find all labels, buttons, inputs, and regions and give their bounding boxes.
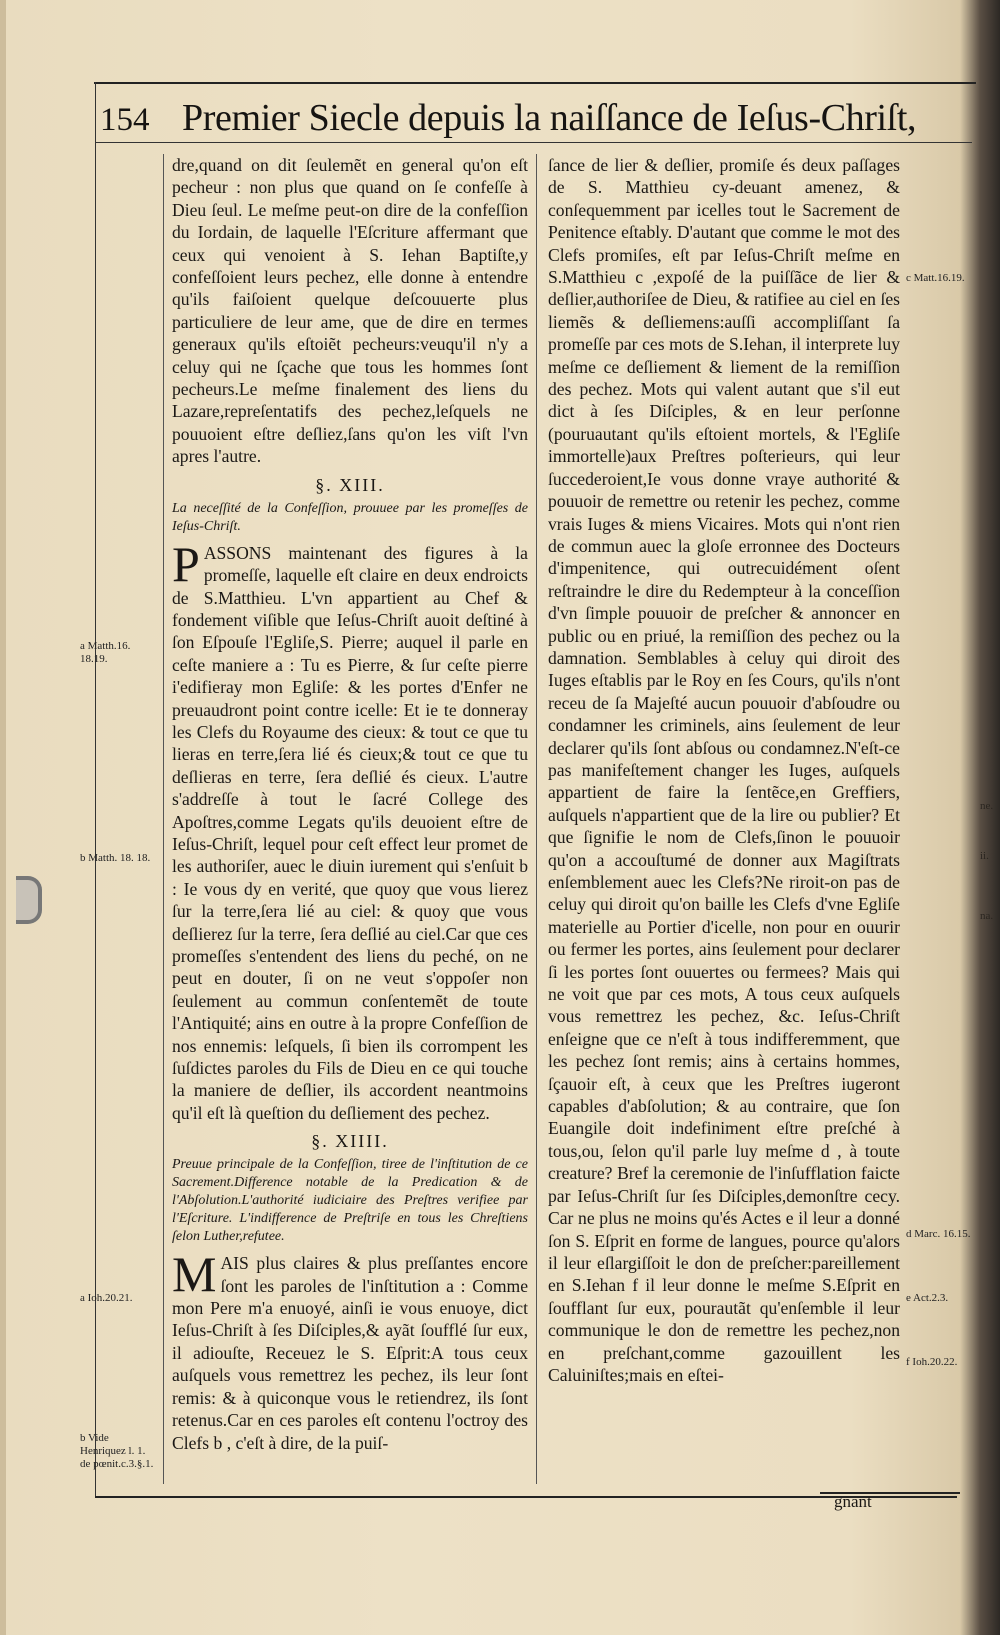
page-header [100,94,980,142]
section-summary: Preuue principale de la Confeſſion, tiree de l'inſtitution de ce Sacrement.Difference notable de la Predication & de l'Abſolution.L'authorité iudiciaire des Preſtres verifiee par l'Eſcriture. L'indifference de Preſtriſe en tous les Chreſtiens ſelon Luther,refutee. [172,1157,528,1245]
right-column [548,154,900,1386]
margin-note: d Marc. 16.15. [906,1228,971,1240]
page-clip [16,876,42,924]
edge-mark: ii. [980,850,989,862]
margin-note: b Matth. 18. 18. [80,852,151,864]
paragraph: dre,quand on dit ſeulemẽt en general qu'on eſt pecheur : non plus que quand on ſe confeſſe à Dieu ſeul. Le meſme peut-on dire de la confeſſion du Iordain, de laquelle l'Eſcriture affermant que ceux qui venoient à S. Iehan Baptiſte,y confeſſoient leurs pechez, elle donne à entendre qu'ils faiſoient quelque deſcouuerte plus particuliere de leur ame, que de dire en termes generaux qu'ils eſtoiẽt pecheurs:veuqu'il n'y a celuy qui ne ſçache que tous les hommes ſont pecheurs.Le meſme finalement des liens du Lazare,repreſentatifs des pechez,leſquels ne pouuoient eſtre deſliez,ſans qu'on les viſt l'vn apres l'autre. [172,155,528,467]
section-heading: §. XIIII. [311,1131,389,1152]
column-divider [536,154,537,1484]
header-rule [96,142,972,143]
edge-mark: ne. [980,800,994,812]
margin-rule [163,154,164,1484]
frame-left-rule [95,82,96,1497]
page-edge [0,0,6,1635]
margin-note: c Matt.16.19. [906,272,965,284]
paragraph: MAIS plus claires & plus preſſantes encore ſont les paroles de l'inſtitution a : Comme mon Pere m'a enuoyé, ainſi ie vous enuoye, dict Ieſus-Chriſt à ſes Diſciples,& ayãt ſoufflé ſur eux, il adiouſte, Receuez le S. Eſprit:A tous ceux auſquels vous remettrez les pechez, ils leur ſont remis: & à quiconque vous le retiendrez, ils ſont retenus.Car en ces paroles eſt contenu l'octroy des Clefs b , c'eſt à dire, de la puiſ- [172,1246,528,1453]
paragraph: ſance de lier & deſlier, promiſe és deux paſſages de S. Matthieu cy-deuant amenez, & conſequemment par icelles tout le Sacrement de Penitence eſtably. D'autant que comme le mot des Clefs promiſes, eſt par Ieſus-Chriſt meſme en S.Matthieu c ,expoſé de la puiſſãce de lier & deſlier,authoriſee de Dieu, & ratifiee au ciel en ſes liemẽs & deſliemens:auſſi accompliſſant ſa promeſſe par ces mots de S.Iehan, il interprete luy meſme ce deſliement & liement de la remiſſion des pechez. Mots qui valent autant que s'il eut dict à ſes Diſciples, & en leur perſonne (pouruautant qu'ils eſtoient mortels, & l'Egliſe immortelle)aux Preſtres poſterieurs, qui leur ſuccederoient,Ie vous donne vraye authorité & pouuoir de remettre ou retenir les pechez, comme vrais Iuges & miens Vicaires. Mots qui n'ont rien de commun auec la gloſe erronnee des Docteurs d'impenitence, qui outrecuidément oſent reſtraindre le dire du Redempteur à la conceſſion d'vn ſimple pouuoir de preſcher & annoncer en public ou en priué, la remiſſion des pechez ou la damnation. Semblables à celuy qui diroit des Iuges eſtablis par le Roy en ſes Cours, qu'ils n'ont receu de ſa Majeſté aucun pouuoir d'abſoudre ou condamner les criminels, ains ſeulement de leur declarer qu'ils ſont abſous ou condamnez.N'eſt-ce pas manifeſtement changer les Iuges, auſquels appartient de faire la ſentẽce,en Greffiers, auſquels n'appartient que de la lire ou publier? Et que ſignifie le nom de Clefs,ſinon le pouuoir qu'on a accouſtumé de donner aux Magiſtrats enſemblement auec les Clefs?Ne riroit-on pas de celuy qui diroit qu'on baille les Clefs d'vne Egliſe materielle au Portier d'icelle, non pour en ouurir ou fermer les portes, ains ſeulement pour declarer ſi les portes ſont ouuertes ou fermees? Mais qui ne voit que par ces mots, A tous ceux auſquels vous remettrez les pechez, &c. Ieſus-Chriſt enſeigne que ce n'eſt à tous indifferemment, que les pechez ſont remis; ains à certains hommes, ſçauoir eſt, à ceux que les Preſtres iugeront capables d'abſolution; & au contraire, que ſon Euangile doit indefiniment eſtre preſché à tous,ou, ſelon qu'il parle luy meſme d , à toute creature? Bref la ceremonie de l'inſufflation faicte par Ieſus-Chriſt ſur ſes Diſciples,demonſtre cecy. Car ne plus ne moins qu'és Actes e il leur a donné ſon S. Eſprit en forme de langues, pource qu'alors il leur eſlargiſſoit le don de preſcher:pareillement en S.Iehan f il leur donne le meſme S.Eſprit en ſoufflant ſur eux, pourautãt qu'enſemble il leur communique le don de remettre les pechez,non en preſchant,comme gazouillent les Caluiniſtes;mais en eſtei- [548,155,900,1385]
section-summary: La neceſſité de la Confeſſion, prouuee par les promeſſes de Ieſus-Chriſt. [172,500,528,534]
margin-note: f Ioh.20.22. [906,1356,958,1368]
section-heading: §. XIII. [315,474,385,495]
catchword: gnant [834,1492,872,1511]
paragraph: PASSONS maintenant des figures à la promeſſe, laquelle eſt claire en deux endroicts de S.Matthieu. L'vn appartient au Chef & fondement viſible que Ieſus-Chriſt auoit deſtiné à ſon Eſpouſe l'Egliſe,S. Pierre; auquel il parle en ceſte maniere a : Tu es Pierre, & ſur ceſte pierre i'edifieray mon Egliſe: & les portes d'Enfer ne preuaudront point contre icelle: Et ie te donneray les Clefs du Royaume des cieux: & tout ce que tu lieras en terre,ſera lié és cieux;& tout ce que tu deſlieras en terre, ſera deſlié és cieux. L'autre s'addreſſe à tout le ſacré College des Apoſtres,comme Legats qu'ils deuoient eſtre de Ieſus-Chriſt, lequel pour ceſt effect leur promet de les authoriſer, auec le diuin iurement qui s'enſuit b : Ie vous dy en verité, que quoy que vous lierez ſur la terre,ſera lié au ciel: & quoy que vous deſlierez ſur la terre, ſera deſlié au ciel.Car que ces promeſſes s'entendent des liens du peché, on ne peut en douter, ſi on ne veut s'oppoſer non ſeulement au commun conſentemẽt de toute l'Antiquité; ains en outre à la propre Confeſſion de nos ennemis: leſquels, ſi bien ils corrompent les ſuſdictes paroles du Fils de Dieu en ce qui touche la maniere de deſlier, ils accordent neantmoins qu'il eſt là queſtion du deſliement des pechez. [172,535,528,1123]
margin-note: e Act.2.3. [906,1292,949,1304]
frame-bottom-rule [95,1496,957,1498]
margin-note: a Ioh.20.21. [80,1292,133,1304]
running-title: Premier Siecle depuis la naiſſance de Ieſus-Chriſt, [182,97,917,139]
page-number: 154 [100,102,150,138]
edge-mark: na. [980,910,994,922]
left-column [172,154,528,1454]
margin-note: b Vide Henriquez l. 1. de pœnit.c.3.§.1. [80,1432,154,1470]
frame-top-rule [94,82,976,84]
margin-note: a Matth.16. 18.19. [80,640,131,665]
